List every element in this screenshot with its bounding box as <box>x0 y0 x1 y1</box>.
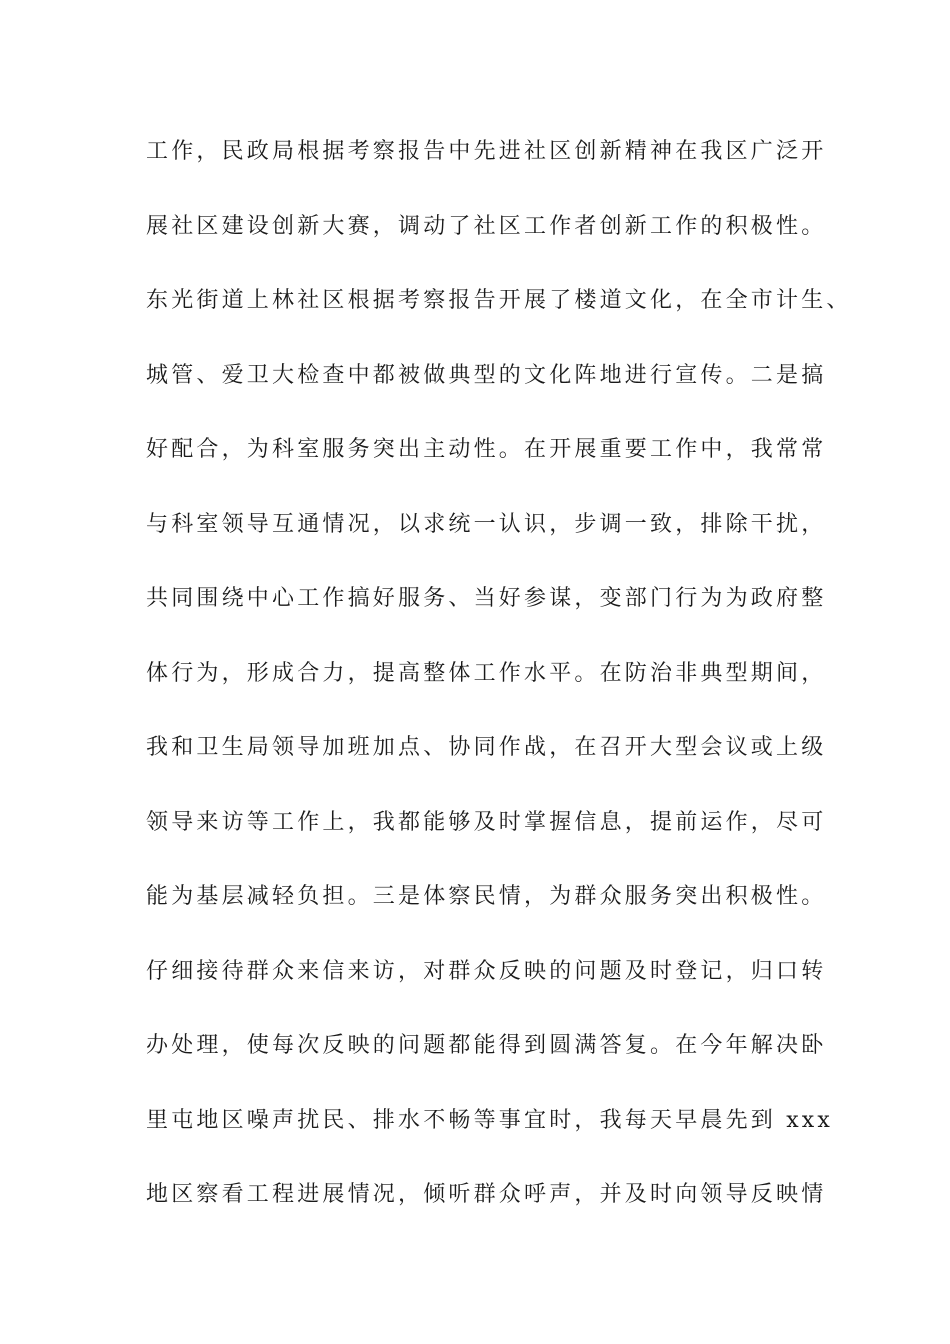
text-line-11: 能为基层减轻负担。三是体察民情，为群众服务突出积极性。 <box>146 884 827 909</box>
text-line-9: 我和卫生局领导加班加点、协同作战，在召开大型会议或上级 <box>146 735 827 760</box>
text-line-13: 办处理，使每次反映的问题都能得到圆满答复。在今年解决卧 <box>146 1033 827 1058</box>
text-line-1: 工作，民政局根据考察报告中先进社区创新精神在我区广泛开 <box>146 139 827 164</box>
text-line-10: 领导来访等工作上，我都能够及时掌握信息，提前运作，尽可 <box>146 809 827 835</box>
text-line-4: 城管、爱卫大检查中都被做典型的文化阵地进行宣传。二是搞 <box>146 362 827 388</box>
text-line-5: 好配合，为科室服务突出主动性。在开展重要工作中，我常常 <box>146 437 827 462</box>
text-line-6: 与科室领导互通情况，以求统一认识，步调一致，排除干扰， <box>146 511 827 537</box>
text-line-7: 共同围绕中心工作搞好服务、当好参谋，变部门行为为政府整 <box>146 586 827 611</box>
text-line-3: 东光街道上林社区根据考察报告开展了楼道文化，在全市计生、 <box>146 288 852 313</box>
body-text <box>146 132 852 1250</box>
text-line-8: 体行为，形成合力，提高整体工作水平。在防治非典型期间， <box>146 660 827 686</box>
text-line-12: 仔细接待群众来信来访，对群众反映的问题及时登记，归口转 <box>146 958 827 984</box>
text-line-2: 展社区建设创新大赛，调动了社区工作者创新工作的积极性。 <box>146 213 827 239</box>
text-line-14: 里屯地区噪声扰民、排水不畅等事宜时，我每天早晨先到 xxx <box>146 1107 834 1133</box>
text-line-15: 地区察看工程进展情况，倾听群众呼声，并及时向领导反映情 <box>146 1182 827 1207</box>
